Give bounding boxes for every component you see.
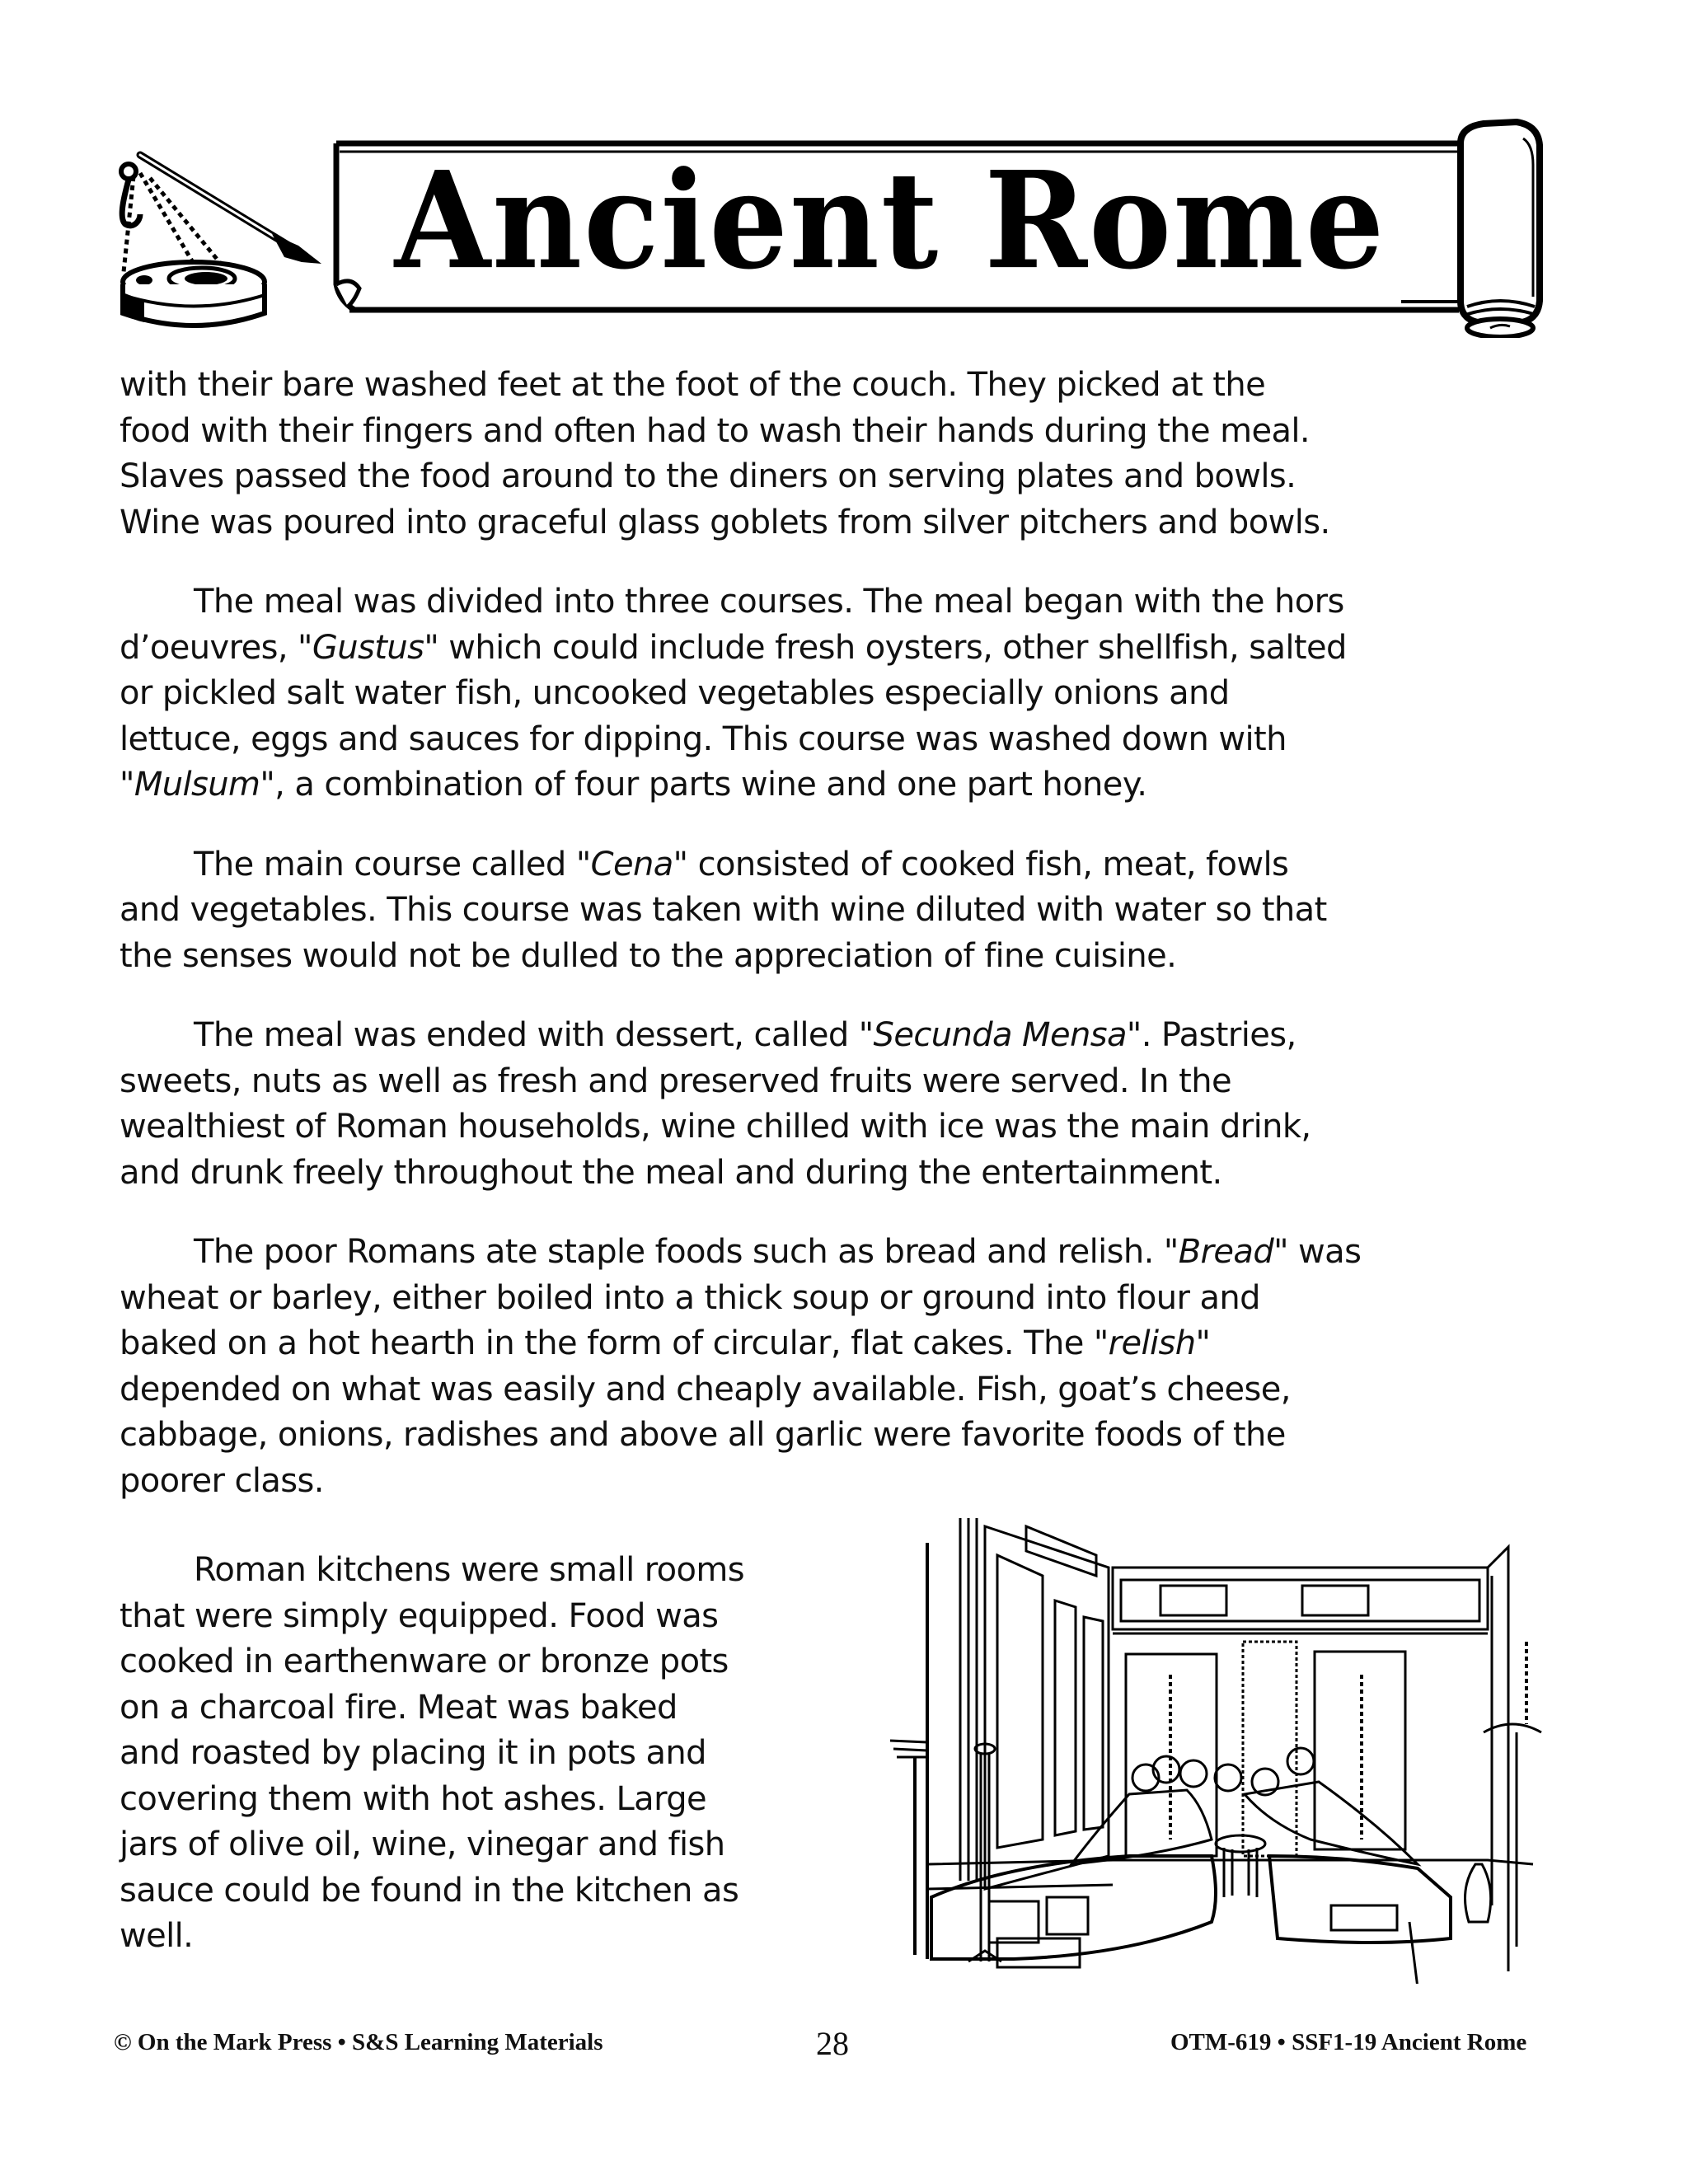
text-line	[120, 1104, 1554, 1151]
text-run: " which could include fresh oysters, other shellfish, salted	[424, 628, 1347, 667]
text-run: Wine was poured into graceful glass goblets from silver pitchers and bowls.	[120, 503, 1330, 541]
text-line	[120, 717, 1554, 763]
text-run: Roman kitchens were small rooms	[194, 1551, 745, 1589]
text-run: The main course called "	[194, 845, 591, 883]
text-run: food with their fingers and often had to wash their hands during the meal.	[120, 411, 1311, 450]
article-body	[120, 363, 1554, 1538]
text-line	[120, 626, 1554, 672]
text-run: sweets, nuts as well as fresh and preserved fruits were served. In the	[120, 1062, 1231, 1100]
text-line	[120, 363, 1554, 409]
text-line	[120, 1914, 861, 1960]
text-line	[120, 1013, 1554, 1059]
text-line	[120, 1367, 1554, 1413]
paragraph-1	[120, 363, 1554, 546]
text-run: or pickled salt water fish, uncooked vegetables especially onions and	[120, 674, 1230, 712]
text-line	[120, 934, 1554, 980]
italic-term: Secunda Mensa	[873, 1016, 1127, 1054]
italic-term: relish	[1108, 1324, 1196, 1362]
text-run: jars of olive oil, wine, vinegar and fish	[120, 1825, 725, 1863]
product-code: OTM-619 • SSF1-19 Ancient Rome	[1170, 2029, 1527, 2055]
text-line	[120, 1548, 861, 1594]
text-run: ". Pastries,	[1126, 1016, 1296, 1054]
text-run: lettuce, eggs and sauces for dipping. This course was washed down with	[120, 719, 1287, 758]
text-line	[120, 1731, 861, 1777]
page-title: Ancient Rome	[394, 142, 1386, 300]
text-line	[120, 1685, 861, 1732]
text-line	[120, 1639, 861, 1685]
paragraph-3	[120, 842, 1554, 980]
text-run: The meal was ended with dessert, called "	[194, 1016, 874, 1054]
text-run: with their bare washed feet at the foot of the couch. They picked at the	[120, 366, 1266, 404]
text-line	[120, 1777, 861, 1823]
page-footer	[0, 2025, 1688, 2062]
copyright-text: © On the Mark Press • S&S Learning Materials	[114, 2029, 603, 2055]
kitchens-paragraph	[120, 1548, 861, 1994]
roman-dining-room-illustration	[882, 1510, 1545, 1984]
text-line	[120, 842, 1554, 888]
text-line	[120, 1459, 1554, 1505]
text-run: The meal was divided into three courses. The meal began with the hors	[194, 583, 1344, 621]
oil-lamp-icon	[115, 148, 326, 330]
italic-term: Mulsum	[134, 766, 260, 804]
paragraph-5	[120, 1230, 1554, 1504]
text-run: baked on a hot hearth in the form of circular, flat cakes. The "	[120, 1324, 1109, 1362]
text-line	[120, 671, 1554, 717]
text-run: the senses would not be dulled to the appreciation of fine cuisine.	[120, 936, 1177, 975]
text-run: sauce could be found in the kitchen as	[120, 1871, 739, 1910]
text-line	[120, 1822, 861, 1868]
text-run: The poor Romans ate staple foods such as bread and relish. "	[194, 1233, 1179, 1271]
text-run: " consisted of cooked fish, meat, fowls	[673, 845, 1289, 883]
text-run: Slaves passed the food around to the diners on serving plates and bowls.	[120, 457, 1296, 495]
text-run: that were simply equipped. Food was	[120, 1596, 719, 1635]
text-line	[120, 1321, 1554, 1367]
paragraph-2	[120, 579, 1554, 808]
text-run: depended on what was easily and cheaply available. Fish, goat’s cheese,	[120, 1370, 1291, 1408]
text-run: well.	[120, 1917, 194, 1955]
text-run: " was	[1273, 1233, 1362, 1271]
text-line	[120, 762, 1554, 808]
italic-term: Cena	[590, 845, 673, 883]
text-line	[120, 500, 1554, 546]
text-run: cooked in earthenware or bronze pots	[120, 1643, 729, 1680]
text-run: and vegetables. This course was taken with wine diluted with water so that	[120, 891, 1327, 929]
text-line	[120, 454, 1554, 500]
text-line	[120, 579, 1554, 626]
text-line	[120, 409, 1554, 455]
text-run: cabbage, onions, radishes and above all garlic were favorite foods of the	[120, 1416, 1286, 1454]
text-run: and roasted by placing it in pots and	[120, 1734, 706, 1772]
text-line	[120, 1413, 1554, 1459]
text-run: ", a combination of four parts wine and one part honey.	[260, 766, 1147, 804]
text-run: d’oeuvres, "	[120, 628, 312, 667]
text-run: poorer class.	[120, 1461, 324, 1500]
text-run: wheat or barley, either boiled into a thick soup or ground into flour and	[120, 1278, 1260, 1317]
text-line	[120, 888, 1554, 934]
italic-term: Bread	[1178, 1233, 1274, 1271]
text-line	[120, 1594, 861, 1640]
text-line	[120, 1059, 1554, 1105]
text-run: "	[1195, 1324, 1211, 1362]
text-run: and drunk freely throughout the meal and during the entertainment.	[120, 1153, 1222, 1192]
text-run: covering them with hot ashes. Large	[120, 1779, 707, 1818]
text-line	[120, 1276, 1554, 1322]
text-run: "	[120, 766, 134, 804]
italic-term: Gustus	[312, 628, 424, 667]
text-line	[120, 1151, 1554, 1197]
page-number: 28	[816, 2025, 849, 2062]
text-line	[120, 1230, 1554, 1276]
paragraph-4	[120, 1013, 1554, 1196]
text-run: wealthiest of Roman households, wine chilled with ice was the main drink,	[120, 1108, 1311, 1146]
text-line	[120, 1868, 861, 1915]
text-run: on a charcoal fire. Meat was baked	[120, 1688, 678, 1727]
paragraph-kitchens	[120, 1548, 861, 1960]
